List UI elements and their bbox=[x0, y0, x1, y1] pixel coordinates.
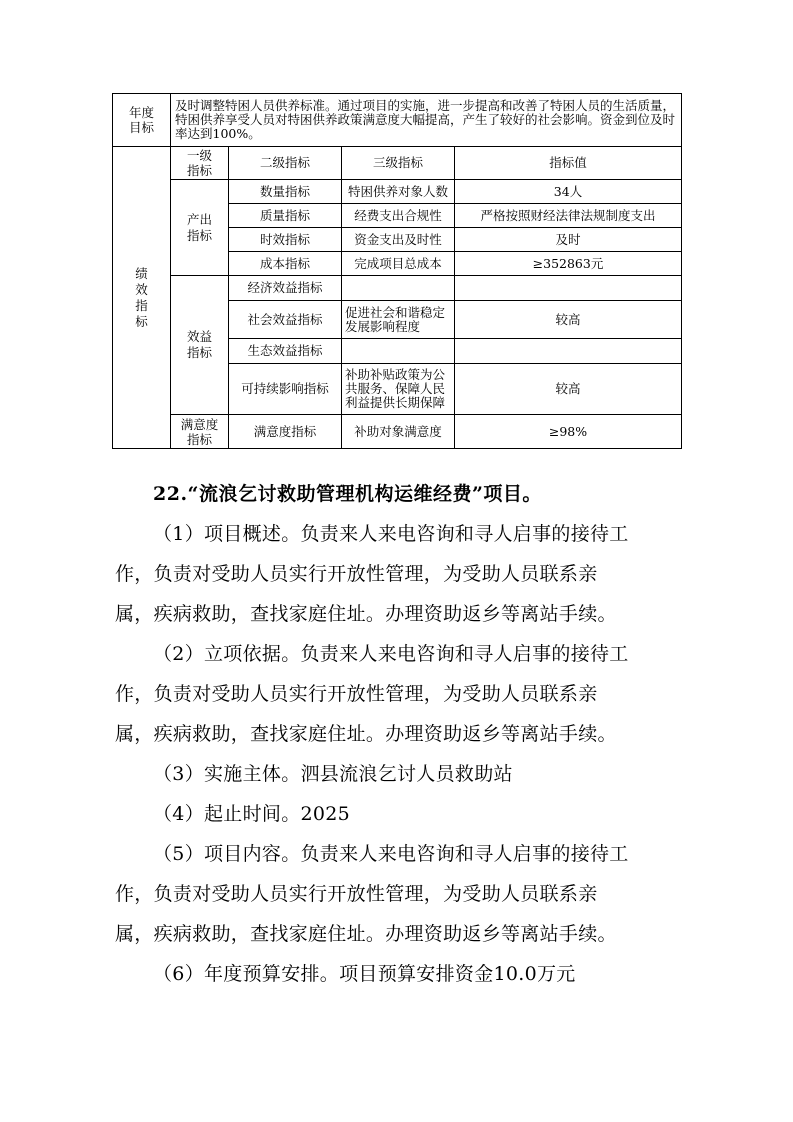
row-l3: 特困供养对象人数 bbox=[342, 180, 455, 204]
paragraph-line: 作，负责对受助人员实行开放性管理，为受助人员联系亲 bbox=[115, 563, 598, 585]
row-l3: 资金支出及时性 bbox=[342, 228, 455, 252]
row-l2: 成本指标 bbox=[229, 252, 342, 276]
header-value: 指标值 bbox=[455, 147, 682, 180]
performance-table bbox=[112, 93, 682, 449]
paragraph-line: （4）起止时间。2025 bbox=[153, 803, 351, 825]
row-value bbox=[455, 339, 682, 364]
row-l2: 质量指标 bbox=[229, 204, 342, 228]
row-value: 较高 bbox=[455, 301, 682, 339]
row-value: ≥352863元 bbox=[455, 252, 682, 276]
paragraph-overview bbox=[115, 514, 685, 634]
table-row bbox=[113, 276, 682, 301]
paragraph-content bbox=[115, 834, 685, 954]
satisfaction-label: 满意度指标 bbox=[171, 415, 229, 449]
row-l3: 完成项目总成本 bbox=[342, 252, 455, 276]
paragraph-line: （3）实施主体。泗县流浪乞讨人员救助站 bbox=[153, 763, 513, 785]
row-l2: 时效指标 bbox=[229, 228, 342, 252]
header-level3: 三级指标 bbox=[342, 147, 455, 180]
paragraph-line: （5）项目内容。负责来人来电咨询和寻人启事的接待工 bbox=[153, 843, 629, 865]
paragraph-line: 属，疾病救助，查找家庭住址。办理资助返乡等离站手续。 bbox=[115, 923, 617, 945]
row-l2: 生态效益指标 bbox=[229, 339, 342, 364]
table-row bbox=[113, 415, 682, 449]
row-value bbox=[455, 276, 682, 301]
header-level2: 二级指标 bbox=[229, 147, 342, 180]
row-l2: 社会效益指标 bbox=[229, 301, 342, 339]
goal-text: 及时调整特困人员供养标准。通过项目的实施，进一步提高和改善了特困人员的生活质量，特困供养享受人员对特困供养政策满意度大幅提高，产生了较好的社会影响。资金到位及时率达到100%。 bbox=[171, 94, 682, 147]
paragraph-period bbox=[115, 794, 685, 834]
row-l3: 促进社会和谐稳定发展影响程度 bbox=[342, 301, 455, 339]
paragraph-line: 属，疾病救助，查找家庭住址。办理资助返乡等离站手续。 bbox=[115, 603, 617, 625]
row-l2: 可持续影响指标 bbox=[229, 364, 342, 415]
paragraph-basis bbox=[115, 634, 685, 754]
goal-label: 年度目标 bbox=[113, 94, 171, 147]
header-row bbox=[113, 147, 682, 180]
row-value: ≥98% bbox=[455, 415, 682, 449]
table-row bbox=[113, 180, 682, 204]
row-value: 较高 bbox=[455, 364, 682, 415]
row-value: 及时 bbox=[455, 228, 682, 252]
paragraph-line: 作，负责对受助人员实行开放性管理，为受助人员联系亲 bbox=[115, 883, 598, 905]
output-label: 产出指标 bbox=[171, 180, 229, 276]
row-l3 bbox=[342, 276, 455, 301]
paragraph-line: 属，疾病救助，查找家庭住址。办理资助返乡等离站手续。 bbox=[115, 723, 617, 745]
row-l2: 经济效益指标 bbox=[229, 276, 342, 301]
paragraph-subject bbox=[115, 754, 685, 794]
row-value: 34人 bbox=[455, 180, 682, 204]
row-l3: 经费支出合规性 bbox=[342, 204, 455, 228]
row-value: 严格按照财经法律法规制度支出 bbox=[455, 204, 682, 228]
header-level1: 一级指标 bbox=[171, 147, 229, 180]
row-l3: 补助补贴政策为公共服务、保障人民利益提供长期保障 bbox=[342, 364, 455, 415]
paragraph-line: （1）项目概述。负责来人来电咨询和寻人启事的接待工 bbox=[153, 523, 629, 545]
perf-label: 绩效指标 bbox=[113, 147, 171, 449]
paragraph-budget bbox=[115, 954, 685, 994]
row-l3 bbox=[342, 339, 455, 364]
row-l3: 补助对象满意度 bbox=[342, 415, 455, 449]
row-l2: 满意度指标 bbox=[229, 415, 342, 449]
row-l2: 数量指标 bbox=[229, 180, 342, 204]
paragraph-line: （2）立项依据。负责来人来电咨询和寻人启事的接待工 bbox=[153, 643, 629, 665]
goal-row bbox=[113, 94, 682, 147]
paragraph-line: 作，负责对受助人员实行开放性管理，为受助人员联系亲 bbox=[115, 683, 598, 705]
benefit-label: 效益指标 bbox=[171, 276, 229, 415]
section-heading: 22.“流浪乞讨救助管理机构运维经费”项目。 bbox=[153, 483, 542, 505]
paragraph-line: （6）年度预算安排。项目预算安排资金10.0万元 bbox=[153, 963, 576, 985]
